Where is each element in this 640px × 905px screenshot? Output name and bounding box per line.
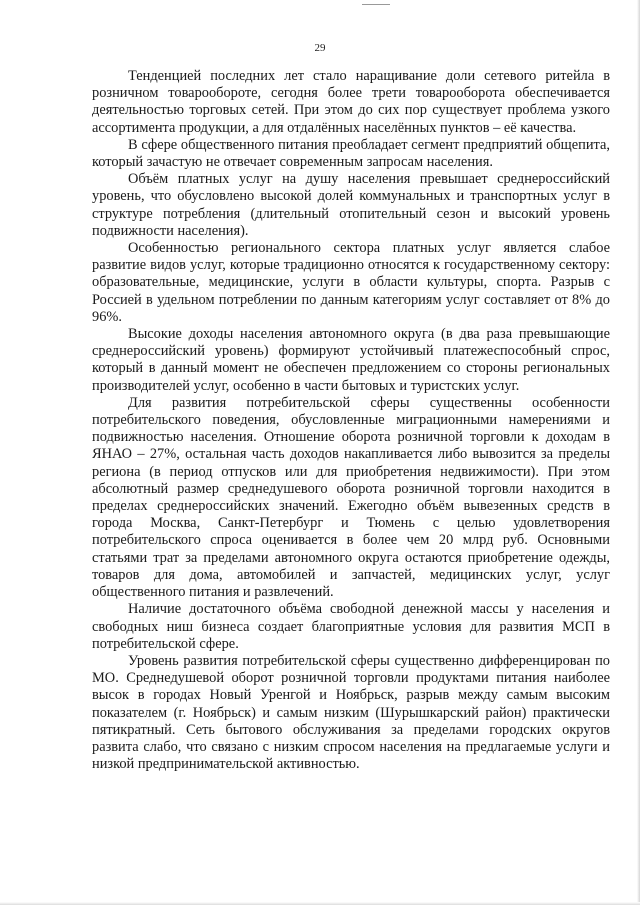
paragraph-development-level: Уровень развития потребительской сферы существенно дифференцирован по МО. Среднедушевой оборот розничной торговли продуктами питания наиболее высок в городах Новый Уренгой и Ноябрьск, разрыв между самым высоким показателем (г. Ноябрьск) и самым низким (Шурышкарский район) практически пятикратный. Сеть бытового обслуживания за пределами городских округов развита слабо, что связано с низким спросом населения на предлагаемые услуги и низкой предпринимательской активностью. [92,652,610,773]
body-text [92,68,610,773]
paragraph-regional-services: Особенностью регионального сектора платных услуг является слабое развитие видов услуг, которые традиционно относятся к государственному сектору: образовательные, медицинские, услуги в области культуры, спорта. Разрыв с Россией в удельном потреблении по данным категориям услуг составляет от 8% до 96%. [92,240,610,325]
paragraph-retail-trends: Тенденцией последних лет стало наращивание доли сетевого ритейла в розничном товарообороте, сегодня более трети товарооборота обеспечивается деятельностью торговых сетей. При этом до сих пор существует проблема узкого ассортимента продукции, а для отдалённых населённых пунктов – её качества. [92,68,610,136]
scan-mark [362,4,390,5]
paragraph-catering: В сфере общественного питания преобладает сегмент предприятий общепита, который зачастую не отвечает современным запросам населения. [92,136,610,171]
page-number: 29 [314,42,326,54]
paragraph-consumer-behaviour: Для развития потребительской сферы существенны особенности потребительского поведения, обусловленные миграционными намерениями и подвижностью населения. Отношение оборота розничной торговли к доходам в ЯНАО – 27%, остальная часть доходов накапливается либо вывозится за пределы региона (в период отпусков или для приобретения недвижимости). При этом абсолютный размер среднедушевого оборота розничной торговли находится в пределах среднероссийских значений. Ежегодно объём вывезенных средств в города Москва, Санкт-Петербург и Тюмень с целью удовлетворения потребительского спроса оценивается в более чем 20 млрд руб. Основными статьями трат за пределами автономного округа остаются приобретение одежды, товаров для дома, автомобилей и запчастей, медицинских услуг, услуг общественного питания и развлечений. [92,394,610,601]
paragraph-paid-services-volume: Объём платных услуг на душу населения превышает среднероссийский уровень, что обусловлено высокой долей коммунальных и транспортных услуг в структуре потребления (длительный отопительный сезон и высокий уровень подвижности населения). [92,171,610,239]
paragraph-high-incomes: Высокие доходы населения автономного округа (в два раза превышающие среднероссийский уровень) формируют устойчивый платежеспособный спрос, который в данный момент не обеспечен предложением со стороны региональных производителей услуг, особенно в части бытовых и туристских услуг. [92,326,610,394]
paragraph-money-supply: Наличие достаточного объёма свободной денежной массы у населения и свободных ниш бизнеса создает благоприятные условия для развития МСП в потребительской сфере. [92,601,610,652]
